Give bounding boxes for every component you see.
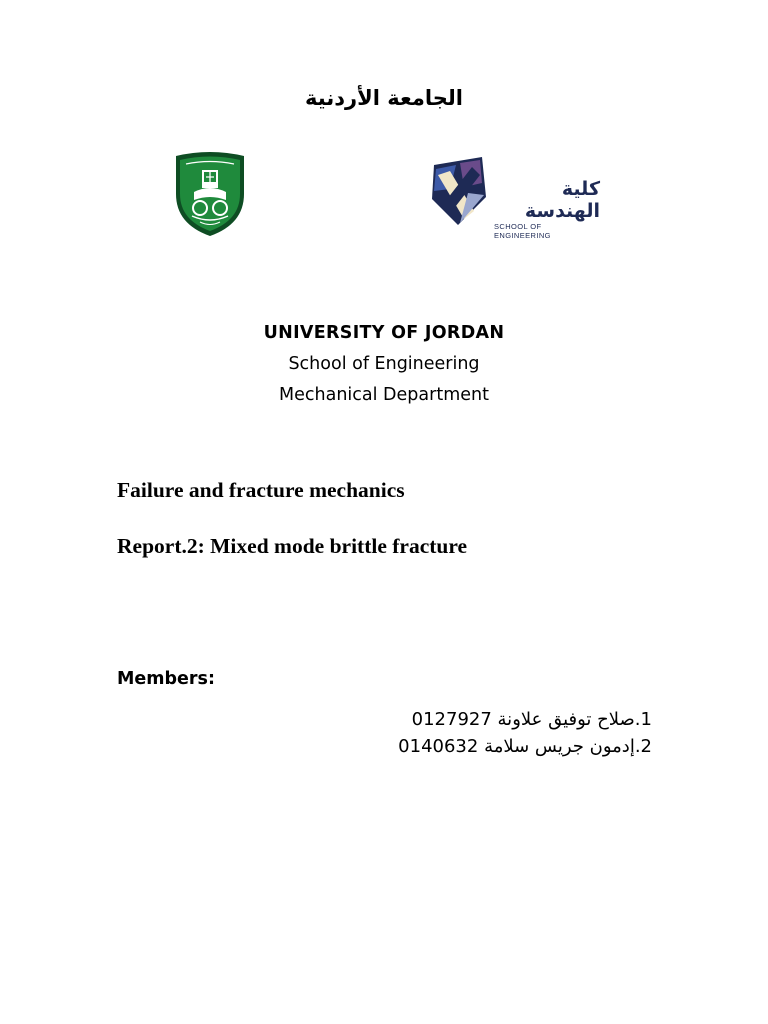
- university-name: UNIVERSITY OF JORDAN: [263, 323, 505, 343]
- engineering-logo-text: [494, 178, 600, 240]
- school-name: School of Engineering: [288, 354, 480, 374]
- course-title: Failure and fracture mechanics: [117, 478, 405, 502]
- school-of-engineering-logo-icon: [428, 153, 488, 229]
- list-item: 1.صلاح توفيق علاونة 0127927: [411, 709, 652, 730]
- university-of-jordan-crest-icon: [172, 150, 248, 238]
- institution-block: [0, 318, 768, 411]
- list-item: 2.إدمون جريس سلامة 0140632: [398, 736, 652, 757]
- engineering-arabic-name: كلية الهندسة: [524, 178, 600, 222]
- arabic-university-title: الجامعة الأردنية: [305, 86, 463, 110]
- engineering-english-name: SCHOOL OF ENGINEERING: [494, 222, 551, 240]
- department-name: Mechanical Department: [279, 385, 489, 405]
- members-list: [398, 706, 652, 760]
- report-title: Report.2: Mixed mode brittle fracture: [117, 534, 468, 558]
- members-label: Members:: [117, 669, 215, 689]
